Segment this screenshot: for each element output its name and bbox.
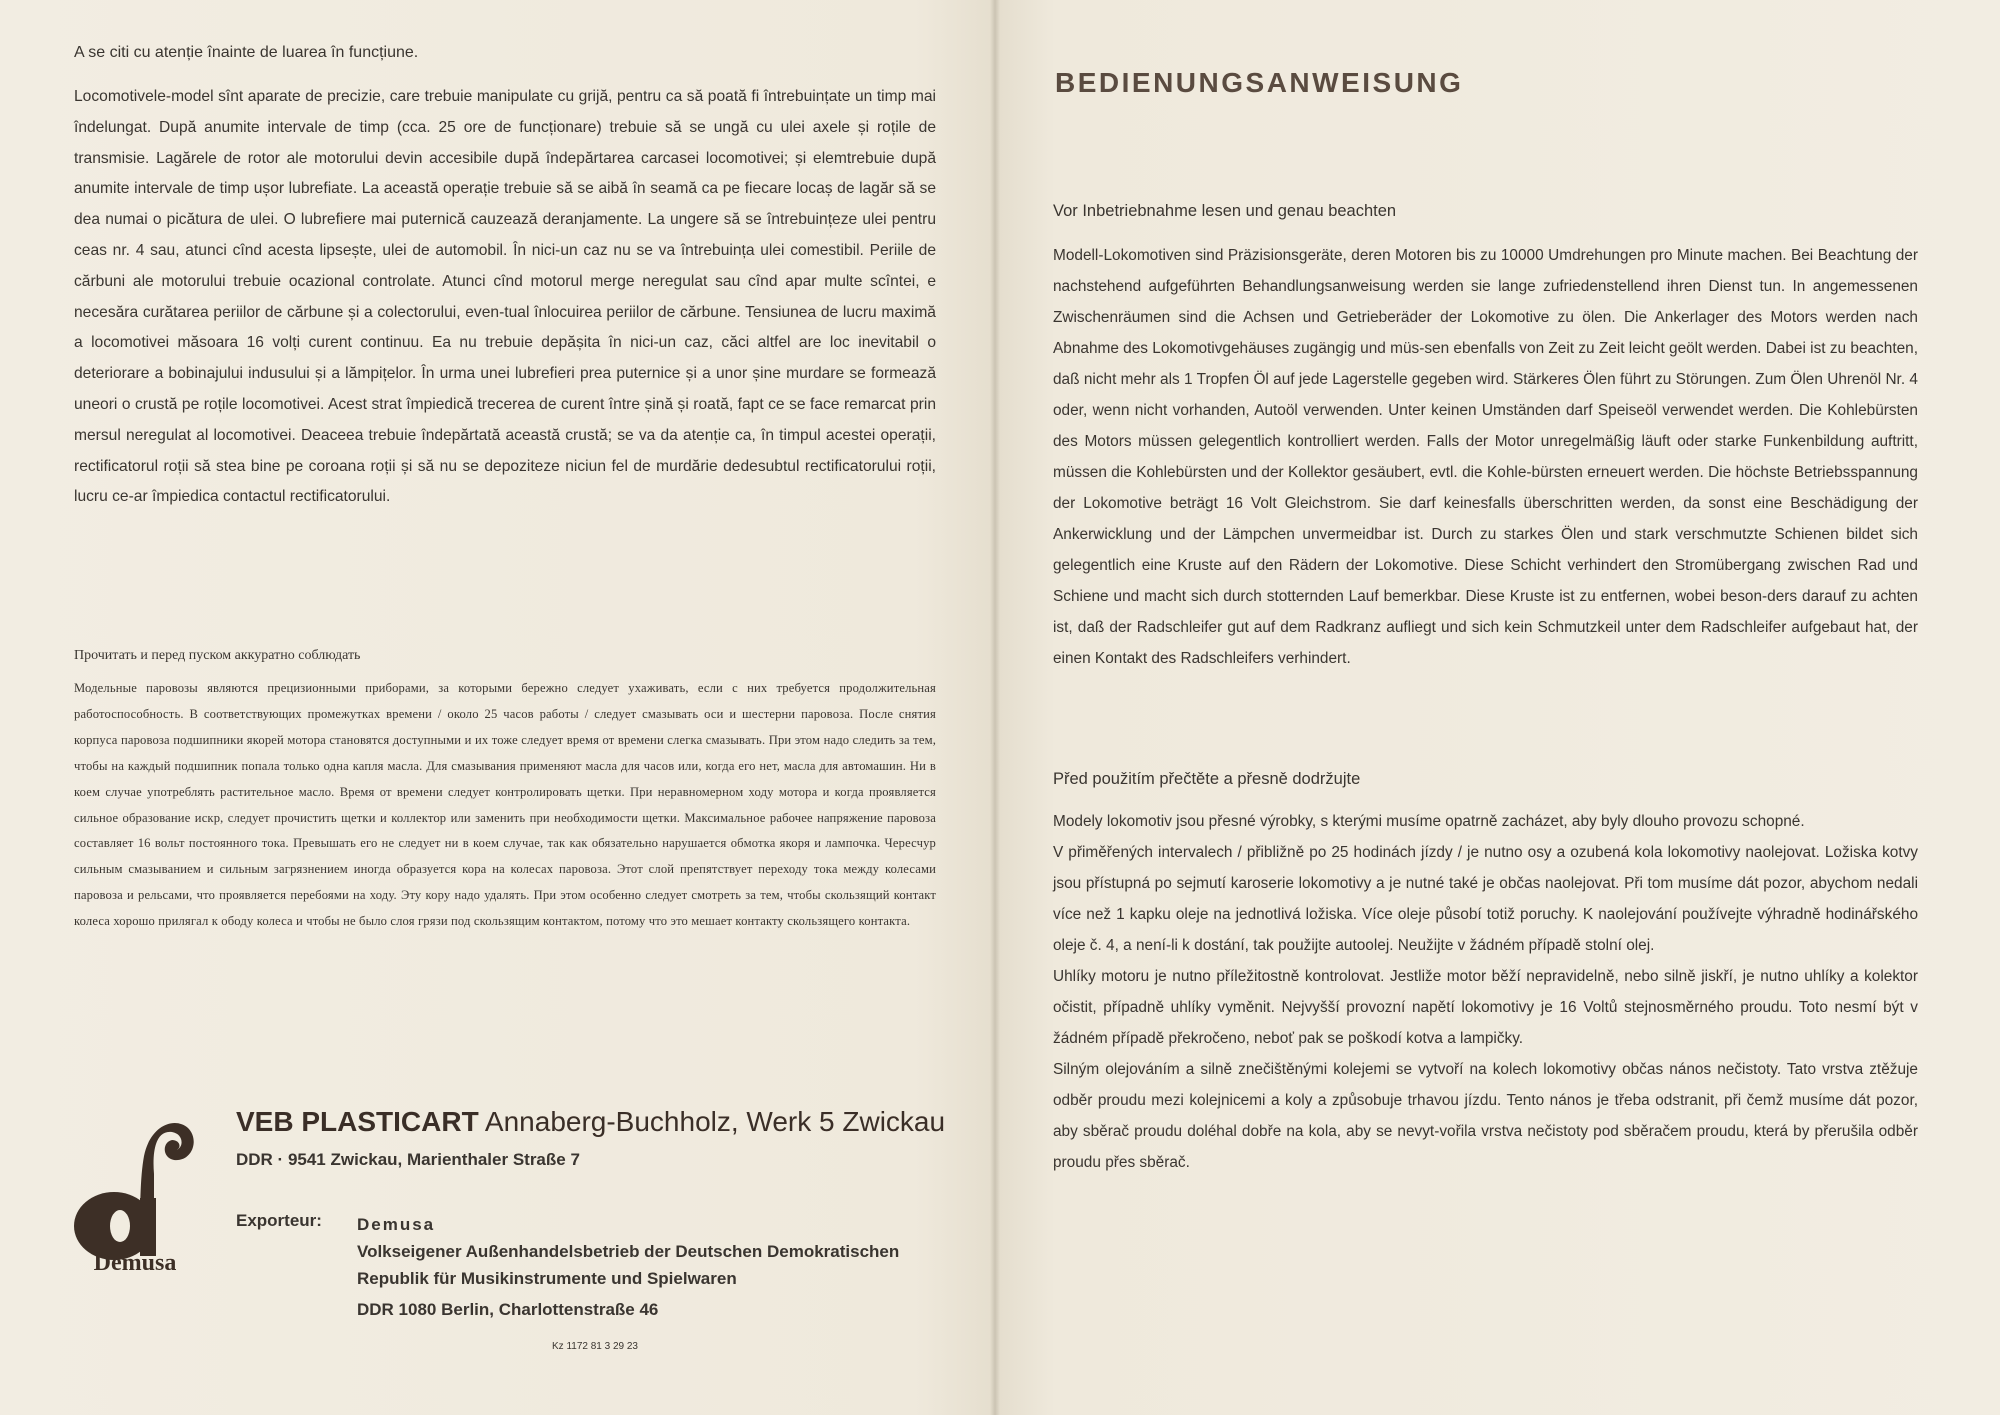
czech-paragraph-2: V přiměřených intervalech / přibližně po 25 hodinách jízdy / je nutno osy a ozubená kola lokomotivy naolejovat. Ložiska kotvy jsou přístupná po sejmutí karoserie lokomotivy a je nutné také je občas naolejovat. Při tom musíme dát pozor, abychom nedali více než 1 kapku oleje na jednotlivá ložiska. Více oleje působí totiž poruchy. K naolejování používejte výhradně hodinářského oleje č. 4, a není-li k dostání, tak použijte autoolej. Neužijte v žádném případě stolní olej. xyxy=(1053,844,1918,954)
czech-paragraph-3: Uhlíky motoru je nutno příležitostně kontrolovat. Jestliže motor běží nepravidelně, nebo silně jiskří, je nutno uhlíky a kolektor očistit, případně uhlíky vyměnit. Nejvyšší provozní napětí lokomotivy je 16 Voltů stejnosměrného proudu. Toto nesmí být v žádném případě překročeno, neboť pak se poškodí kotva a lampičky. xyxy=(1053,968,1918,1047)
center-fold xyxy=(990,0,1000,1415)
czech-paragraph-1: Modely lokomotiv jsou přesné výrobky, s kterými musíme opatrně zacházet, aby byly dlouho provozu schopné. xyxy=(1053,813,1805,830)
romanian-body: Locomotivele-model sînt aparate de precizie, care trebuie manipulate cu grijă, pentru ca să poată fi întrebuințate un timp mai îndelungat. După anumite intervale de timp (cca. 25 ore de funcționare) trebuie să se ungă cu ulei axele și roțile de transmisie. Lagărele de rotor ale motorului devin accesibile după îndepărtarea carcasei locomotivei; și elemtrebuie după anumite intervale de timp ușor lubrefiate. La această operație trebuie să se aibă în seamă ca pe fiecare locaș de lagăr să se dea numai o picătura de ulei. O lubrefiere mai puternică cauzează deranjamente. La ungere să se întrebuințeze ulei pentru ceas nr. 4 sau, atunci cînd acesta lipsește, ulei de automobil. În nici-un caz nu se va întrebuința ulei comestibil. Periile de cărbuni ale motorului trebuie ocazional controlate. Atunci cînd motorul merge neregulat sau cînd apar multe scîntei, e necesăra curătarea periilor de cărbune și a colectorului, even-tual înlocuirea periilor de cărbune. Tensiunea de lucru maximă a locomotivei măsoara 16 volți curent continuu. Ea nu trebuie depășita în nici-un caz, căci altfel are loc inevitabil o deteriorare a bobinajului indusului și a lămpițelor. În urma unei lubrefieri prea puternice și a unor șine murdare se formează uneori o crustă pe roțile locomotivei. Acest strat împiedică trecerea de curent între șină și roată, fapt ce se face remarcat prin mersul neregulat al locomotivei. Deaceea trebuie îndepărtată această crustă; se va da atenție ca, în timpul acestei operații, rectificatorul roții să stea bine pe coroana roții și să nu se depoziteze niciun fel de murdărie dedesubtul rectificatorului roții, lucru ce-ar împiedica contactul rectificatorului. xyxy=(74,88,936,506)
german-body: Modell-Lokomotiven sind Präzisionsgeräte, deren Motoren bis zu 10000 Umdrehungen pro Minute machen. Bei Beachtung der nachstehend aufgeführten Behandlungsanweisung werden sie lange zufriedenstellend ihren Dienst tun. In angemessenen Zwischenräumen sind die Achsen und Getrieberäder der Lokomotive zu ölen. Die Ankerlager des Motors werden nach Abnahme des Lokomotivgehäuses zugängig und müs-sen ebenfalls von Zeit zu Zeit leicht geölt werden. Dabei ist zu beachten, daß nicht mehr als 1 Tropfen Öl auf jede Lagerstelle gegeben wird. Stärkeres Ölen führt zu Störungen. Zum Ölen Uhrenöl Nr. 4 oder, wenn nicht vorhanden, Autoöl verwenden. Unter keinen Umständen darf Speiseöl verwendet werden. Die Kohlebürsten des Motors müssen gelegentlich kontrolliert werden. Falls der Motor unregelmäßig läuft oder starke Funkenbildung auftritt, müssen die Kohlebürsten und der Kollektor gesäubert, evtl. die Kohle-bürsten erneuert werden. Die höchste Betriebsspannung der Lokomotive beträgt 16 Volt Gleichstrom. Sie darf keinesfalls überschritten werden, da sonst eine Beschädigung der Ankerwicklung und der Lämpchen unvermeidbar ist. Durch zu starkes Ölen und stark verschmutzte Schienen bildet sich gelegentlich eine Kruste auf den Rädern der Lokomotive. Diese Schicht verhindert den Stromübergang zwischen Rad und Schiene und macht sich durch stotternden Lauf bemerkbar. Diese Kruste ist zu entfernen, wobei beson-ders darauf zu achten ist, daß der Radschleifer gut auf dem Radkranz aufliegt und sich kein Schmutzkeil unter dem Radschleifer aufgebaut hat, der einen Kontakt des Radschleifers verhindert. xyxy=(1053,247,1918,667)
russian-heading: Прочитать и перед пуском аккуратно соблюдать xyxy=(74,648,361,663)
exporter-line-2: Republik für Musikinstrumente und Spielwaren xyxy=(357,1269,737,1288)
exporter-label: Exporteur: xyxy=(236,1211,322,1230)
german-heading: Vor Inbetriebnahme lesen und genau beachten xyxy=(1053,202,1397,220)
company-name-location: Annaberg-Buchholz, Werk 5 Zwickau xyxy=(478,1106,946,1137)
russian-body: Модельные паровозы являются прецизионными приборами, за которыми бережно следует ухаживать, если с них требуется продолжительная работоспособность. В соответствующих промежутках времени / около 25 часов работы / следует смазывать оси и шестерни паровоза. После снятия корпуса паровоза подшипники якорей мотора становятся доступными и их тоже следует время от времени слегка смазывать. При этом надо следить за тем, чтобы на каждый подшипник попала только одна капля масла. Для смазывания применяют масла для часов или, когда его нет, масла для автомашин. Ни в коем случае употреблять растительное масло. Время от времени следует контролировать щетки. При неравномерном ходу мотора и когда проявляется сильное образование искр, следует прочистить щетки и коллектор или заменить при необходимости щетки. Максимальное рабочее напряжение паровоза составляет 16 вольт постоянного тока. Превышать его не следует ни в коем случае, так как обязательно нарушается обмотка якоря и лампочка. Чересчур сильным смазыванием и сильным загрязнением иногда образуется кора на колесах паровоза. Этот слой препятствует переходу тока между колесами паровоза и рельсами, что проявляется перебоями на ходу. Эту кору надо удалять. При этом особенно следует смотреть за тем, чтобы скользящий контакт колеса хорошо прилягал к ободу колеса и чтобы не было слоя грязи под скользящим контактом, потому что это мешает контакту скользящего контакта. xyxy=(74,681,936,929)
exporter-line-1: Volkseigener Außenhandelsbetrieb der Deutschen Demokratischen xyxy=(357,1242,900,1261)
czech-paragraph-4: Silným olejováním a silně znečištěnými kolejemi se vytvoří na kolech lokomotivy občas nános nečistoty. Tato vrstva ztěžuje odběr proudu mezi kolejnicemi a koly a způsobuje trhavou jízdu. Tento nános je třeba odstranit, při čemž musíme dát pozor, aby sběrač proudu doléhal dobře na kola, aby se nevyt-vořila vrstva nečistoty pod sběračem proudu, která by přerušila odběr proudu přes sběrač. xyxy=(1053,1061,1918,1171)
logo-wordmark: Demusa xyxy=(93,1250,177,1276)
company-name xyxy=(236,1106,945,1138)
czech-heading: Před použitím přečtěte a přesně dodržujte xyxy=(1053,770,1361,788)
company-name-bold: VEB PLASTICART xyxy=(236,1106,479,1137)
exporter-details xyxy=(357,1211,899,1323)
print-code: Kz 1172 81 3 29 23 xyxy=(552,1341,638,1352)
exporter-line-3: DDR 1080 Berlin, Charlottenstraße 46 xyxy=(357,1300,659,1319)
exporter-name: Demusa xyxy=(357,1215,436,1234)
romanian-heading: A se citi cu atenție înainte de luarea în funcțiune. xyxy=(74,44,419,61)
page-title: BEDIENUNGSANWEISUNG xyxy=(1055,67,1464,98)
company-address: DDR · 9541 Zwickau, Marienthaler Straße 7 xyxy=(236,1150,580,1169)
czech-body xyxy=(1053,806,1918,1178)
